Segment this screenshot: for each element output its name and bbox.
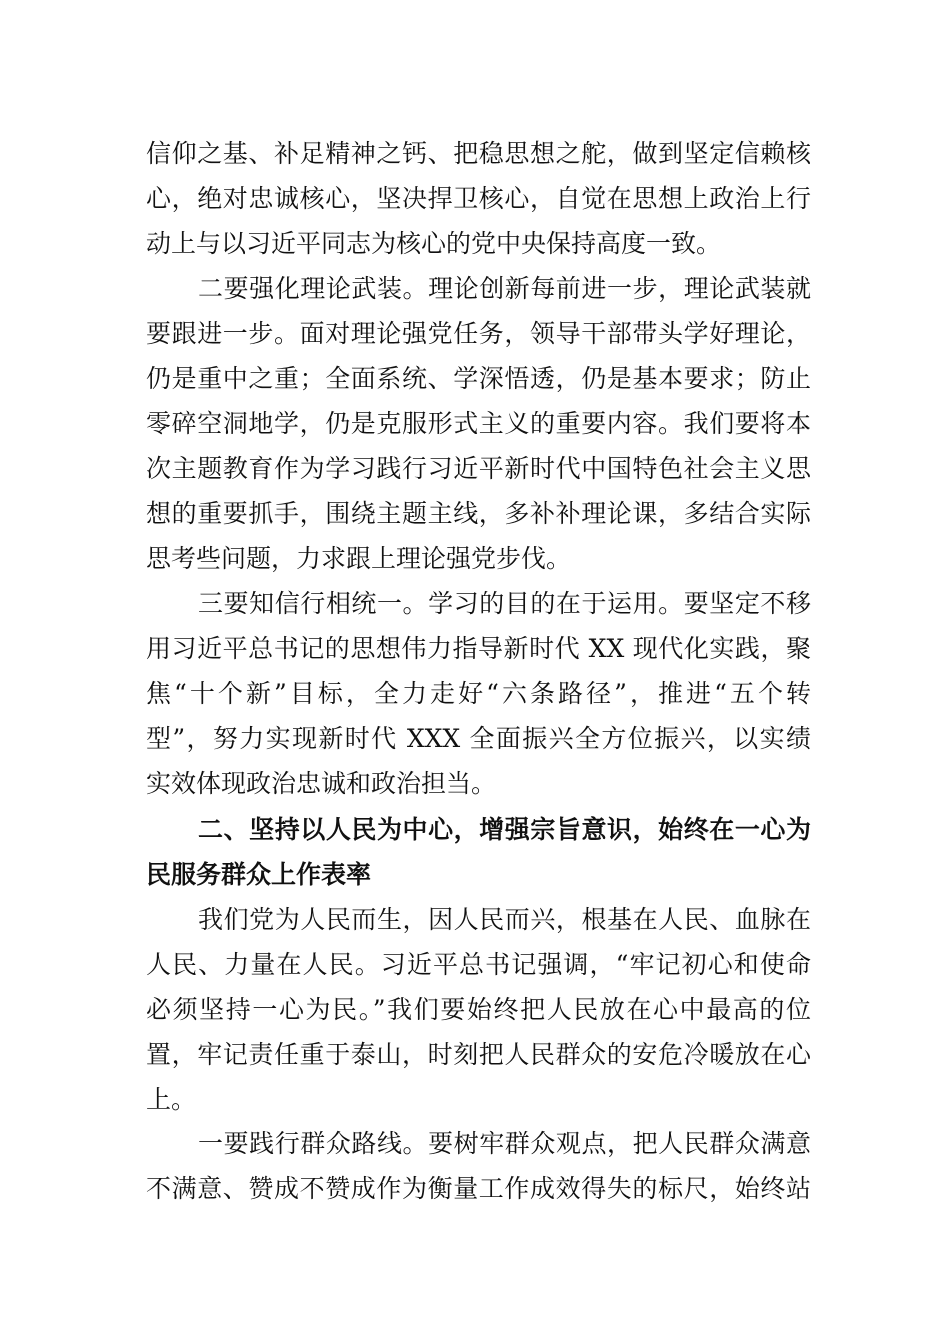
text-line: 次主题教育作为学习践行习近平新时代中国特色社会主义思: [146, 454, 811, 483]
text-line: 我们党为人民而生，因人民而兴，根基在人民、血脉在: [198, 905, 811, 934]
text-line: 不满意、赞成不赞成作为衡量工作成效得失的标尺，始终站: [146, 1174, 811, 1203]
text-line: 必须坚持一心为民。”我们要始终把人民放在心中最高的位: [146, 995, 811, 1024]
text-line: 型”，努力实现新时代 XXX 全面振兴全方位振兴，以实绩: [146, 724, 811, 753]
text-line: 用习近平总书记的思想伟力指导新时代 XX 现代化实践，聚: [146, 634, 811, 663]
text-line: 置，牢记责任重于泰山，时刻把人民群众的安危冷暖放在心: [146, 1040, 811, 1069]
text-line: 实效体现政治忠诚和政治担当。: [146, 769, 497, 798]
text-line: 思考些问题，力求跟上理论强党步伐。: [146, 544, 572, 573]
text-line: 三要知信行相统一。学习的目的在于运用。要坚定不移: [198, 589, 811, 618]
text-line: 想的重要抓手，围绕主题主线，多补补理论课，多结合实际: [146, 499, 811, 528]
text-line: 要跟进一步。面对理论强党任务，领导干部带头学好理论，: [146, 319, 811, 348]
text-line: 二要强化理论武装。理论创新每前进一步，理论武装就: [198, 274, 811, 303]
text-line: 心，绝对忠诚核心，坚决捍卫核心，自觉在思想上政治上行: [146, 184, 811, 213]
text-line: 上。: [146, 1085, 197, 1114]
heading-line: 民服务群众上作表率: [146, 860, 372, 889]
text-line: 焦“十个新”目标，全力走好“六条路径”，推进“五个转: [146, 679, 811, 708]
text-line: 人民、力量在人民。习近平总书记强调，“牢记初心和使命: [146, 950, 811, 979]
text-line: 零碎空洞地学，仍是克服形式主义的重要内容。我们要将本: [146, 409, 811, 438]
heading-line: 二、坚持以人民为中心，增强宗旨意识，始终在一心为: [198, 815, 811, 844]
text-line: 信仰之基、补足精神之钙、把稳思想之舵，做到坚定信赖核: [146, 139, 811, 168]
text-line: 一要践行群众路线。要树牢群众观点，把人民群众满意: [198, 1129, 811, 1158]
text-line: 仍是重中之重；全面系统、学深悟透，仍是基本要求；防止: [146, 364, 811, 393]
text-line: 动上与以习近平同志为核心的党中央保持高度一致。: [146, 229, 722, 258]
